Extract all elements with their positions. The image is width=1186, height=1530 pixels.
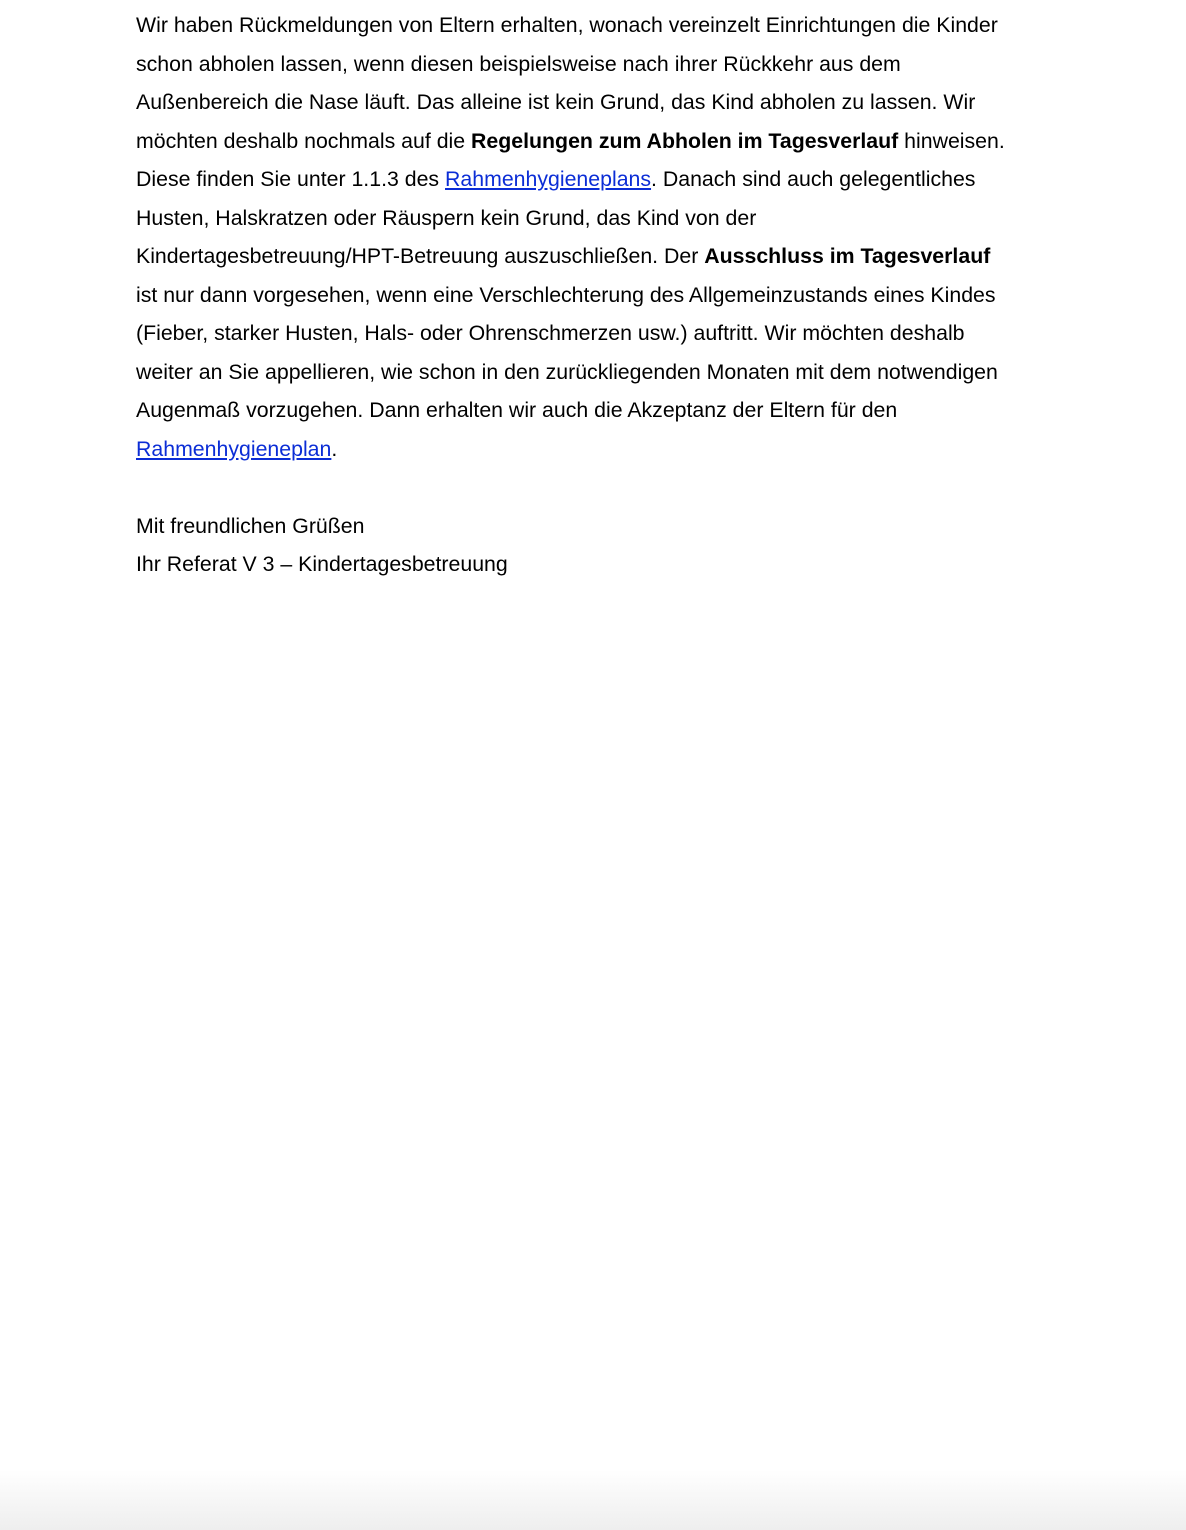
bold-phrase-regelungen: Regelungen zum Abholen im Tagesverlauf [471, 128, 899, 153]
bold-phrase-ausschluss: Ausschluss im Tagesverlauf [704, 244, 991, 268]
signature-text: Ihr Referat V 3 – Kindertagesbetreuung [136, 552, 508, 576]
page-bottom-shadow [0, 1470, 1186, 1530]
paragraph-line: weiter an Sie appellieren, wie schon in den zurückliegenden Monaten mit dem notwendigen [136, 359, 998, 384]
paragraph-line: Husten, Halskratzen oder Räuspern kein Grund, das Kind von der [136, 205, 757, 230]
line-text: . [331, 436, 338, 461]
paragraph-line: Wir haben Rückmeldungen von Eltern erhalten, wonach vereinzelt Einrichtungen die Kinder [136, 13, 998, 37]
paragraph-line: ist nur dann vorgesehen, wenn eine Verschlechterung des Allgemeinzustands eines Kindes [136, 282, 996, 307]
paragraph-line [136, 237, 1076, 276]
rahmenhygieneplans-link[interactable]: Rahmenhygieneplans [445, 167, 652, 191]
paragraph-line: (Fieber, starker Husten, Hals- oder Ohrenschmerzen usw.) auftritt. Wir möchten deshalb [136, 321, 965, 345]
paragraph-line: Augenmaß vorzugehen. Dann erhalten wir auch die Akzeptanz der Eltern für den [136, 398, 898, 422]
line-text: möchten deshalb nochmals auf die [136, 128, 472, 153]
line-text: . Danach sind auch gelegentliches [651, 167, 976, 191]
paragraph-line: Außenbereich die Nase läuft. Das alleine ist kein Grund, das Kind abholen zu lassen. Wir [136, 90, 976, 114]
paragraph-line [136, 122, 1076, 161]
closing-text: Mit freundlichen Grüßen [136, 513, 365, 538]
rahmenhygieneplan-link[interactable]: Rahmenhygieneplan [136, 436, 332, 461]
spacer [136, 468, 1076, 507]
line-text: hinweisen. [898, 128, 1005, 153]
letter-body [136, 6, 1076, 584]
line-text: Kindertagesbetreuung/HPT-Betreuung auszuschließen. Der [136, 244, 705, 268]
paragraph-line: schon abholen lassen, wenn diesen beispielsweise nach ihrer Rückkehr aus dem [136, 51, 901, 76]
paragraph-line [136, 430, 1076, 469]
line-text: Diese finden Sie unter 1.1.3 des [136, 167, 446, 191]
paragraph-line [136, 160, 1076, 199]
